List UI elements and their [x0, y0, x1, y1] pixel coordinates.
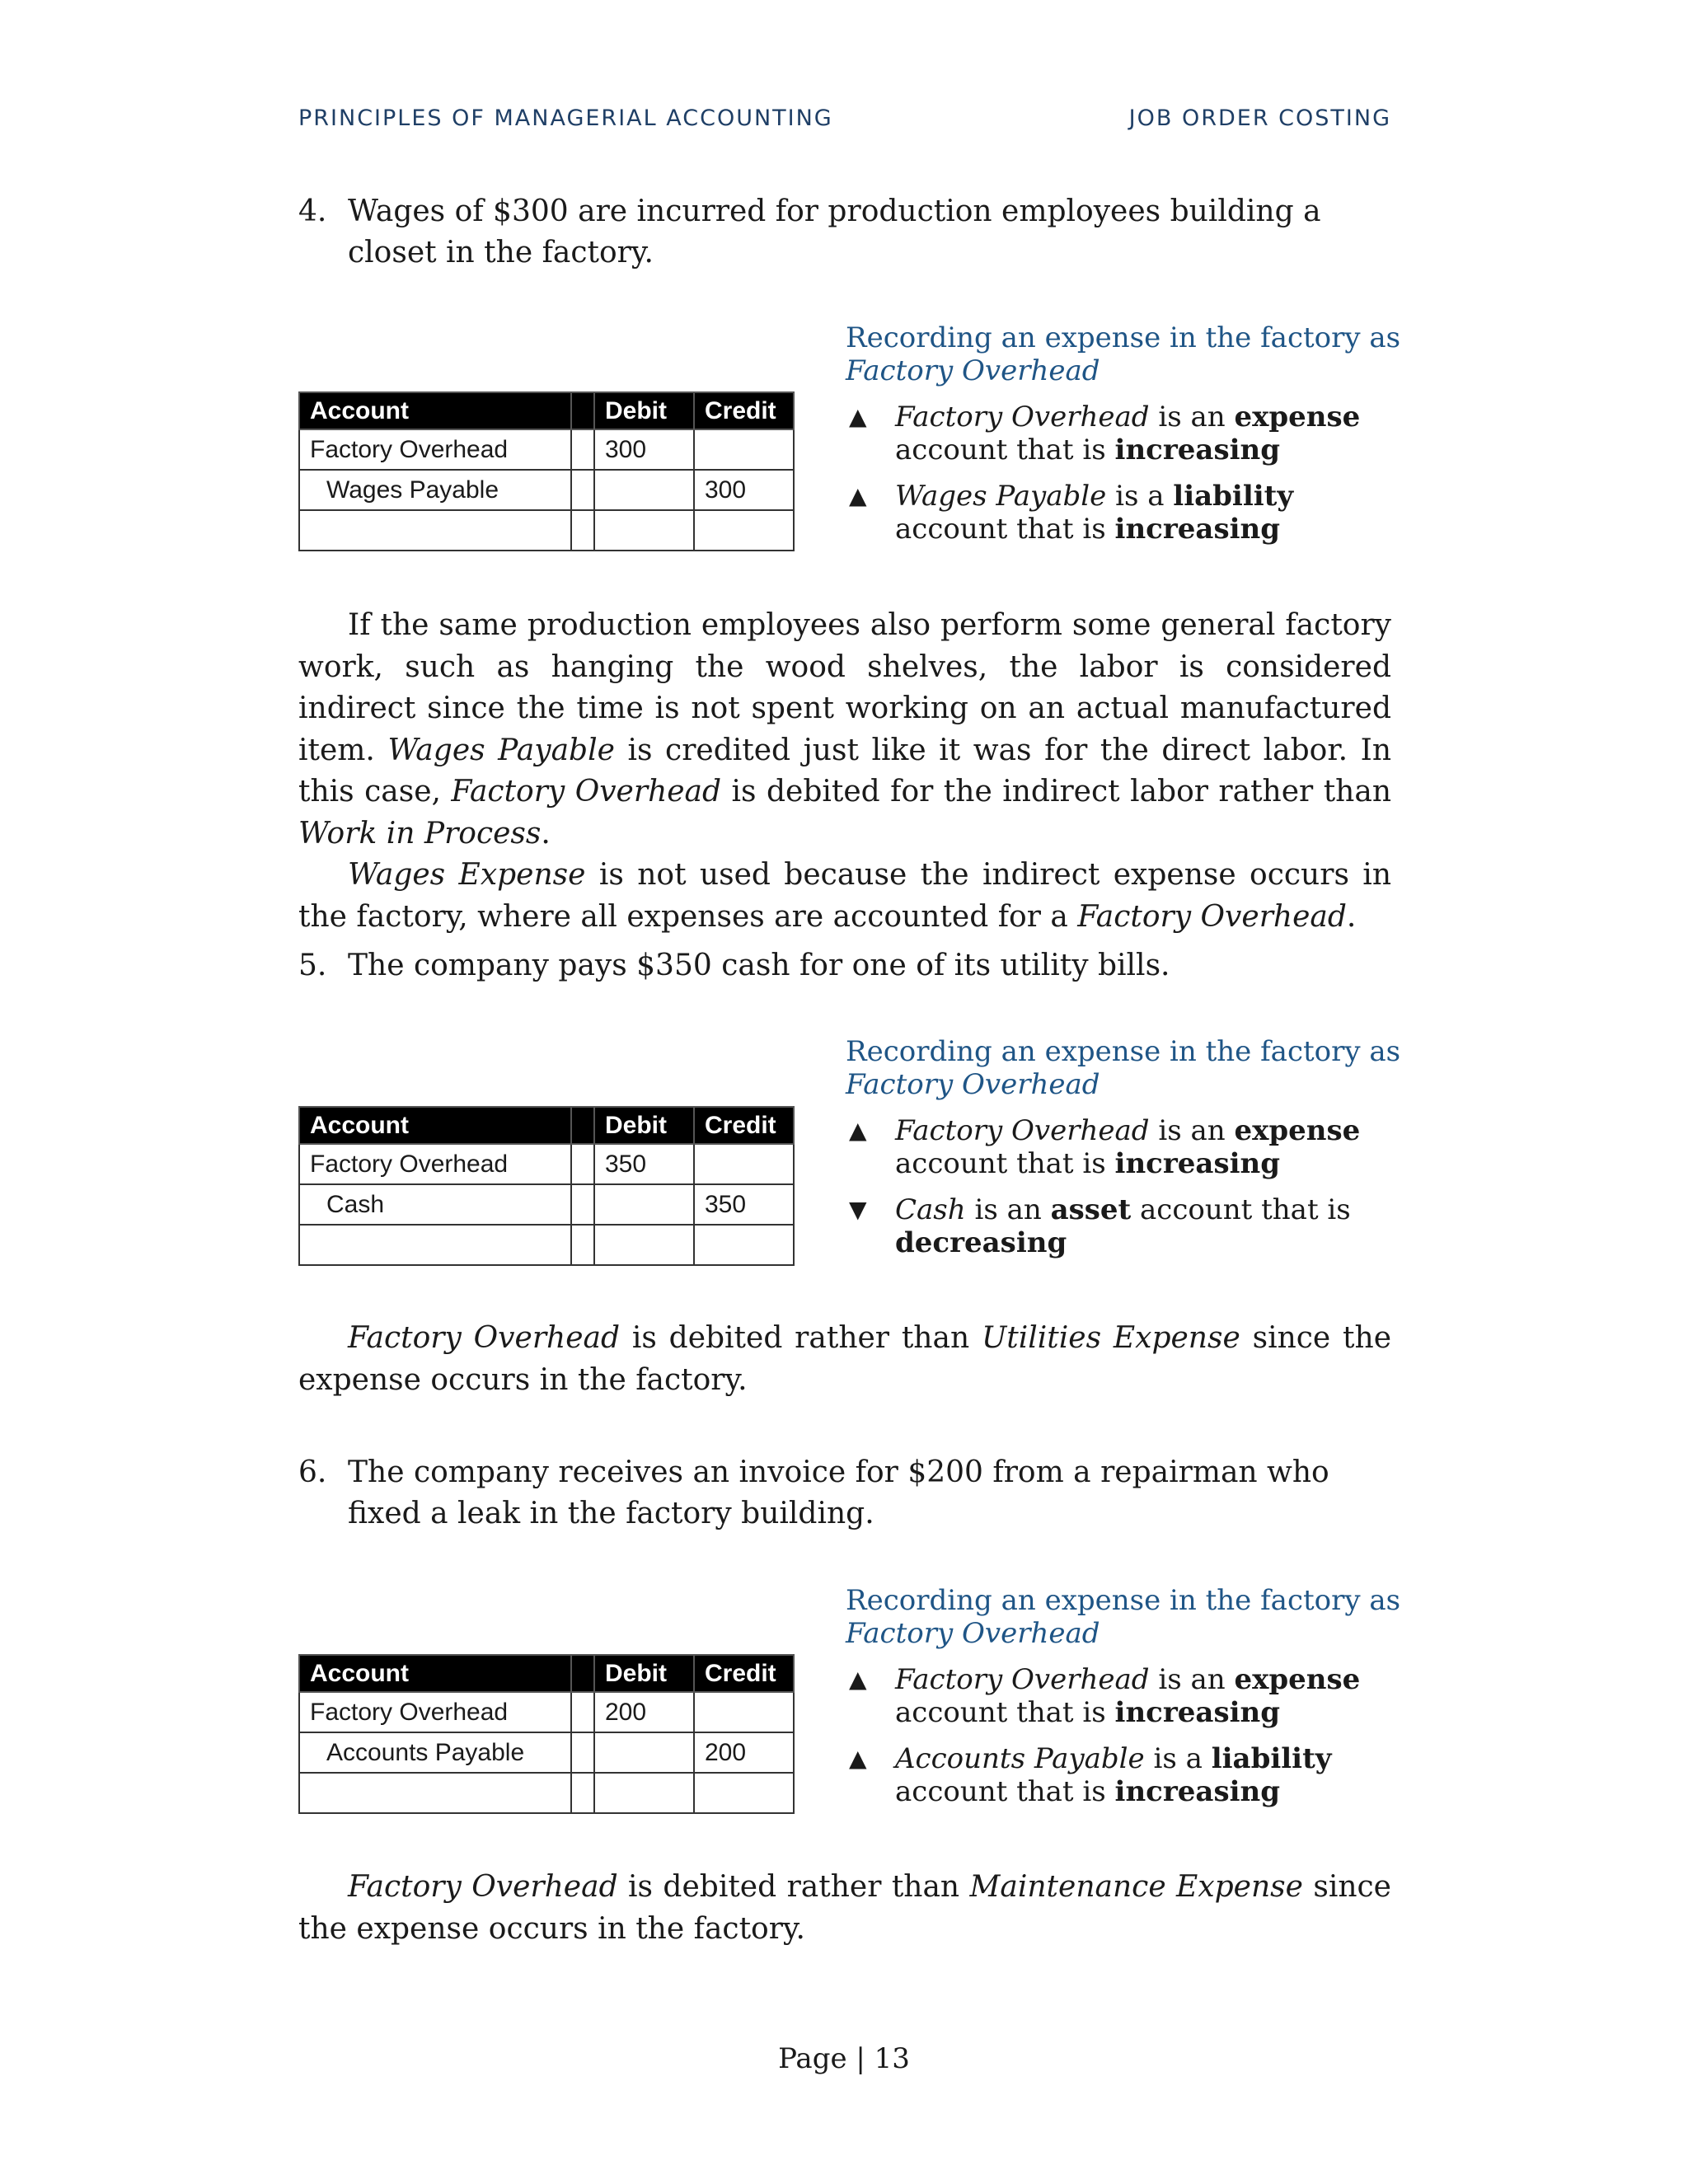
header-chapter-title: JOB ORDER COSTING: [1128, 105, 1391, 131]
explanation-note-3: [846, 1584, 1406, 1808]
debit-header: Debit: [594, 1655, 694, 1692]
arrow-up-icon: ▲: [849, 403, 867, 430]
account-header: Account: [299, 1107, 571, 1144]
list-item-4: [298, 191, 1391, 274]
explanation-note-1: [846, 321, 1406, 546]
body-paragraph-1: If the same production employees also perform some general factory work, such as hanging the wood shelves, the labor is considered indirect since the time is not spent working on an actual manufactured item. Wages Payable is credited just like it was for the direct labor. In this case, Factory Overhead is debited for the indirect labor rather than Work in Process. Wages Expense is not used because the indirect expense occurs in the factory, where all expenses are accounted for a Factory Overhead.: [298, 605, 1391, 938]
note-bullet: ▲ Wages Payable is a liability account that is increasing: [849, 480, 1294, 546]
item-number: 5.: [298, 949, 327, 982]
table-row: [299, 1144, 794, 1184]
debit-amount: 350: [594, 1144, 694, 1184]
credit-account: Wages Payable: [299, 470, 571, 510]
credit-account: Accounts Payable: [299, 1732, 571, 1773]
debit-account: Factory Overhead: [299, 1692, 571, 1732]
arrow-down-icon: ▼: [849, 1196, 867, 1223]
page-number: Page | 13: [778, 2042, 910, 2075]
table-header-row: [299, 1655, 794, 1692]
header-book-title: PRINCIPLES OF MANAGERIAL ACCOUNTING: [298, 105, 833, 131]
table-row: [299, 1184, 794, 1225]
arrow-up-icon: ▲: [849, 1745, 867, 1772]
debit-amount: 200: [594, 1692, 694, 1732]
credit-amount: 350: [694, 1184, 794, 1225]
credit-header: Credit: [694, 392, 794, 429]
table-row: [299, 1773, 794, 1813]
body-paragraph-4: Factory Overhead is debited rather than Maintenance Expense since the expense occurs in the factory.: [298, 1870, 1391, 1946]
table-row: [299, 510, 794, 551]
spacer-header: [571, 1107, 594, 1144]
debit-amount: 300: [594, 429, 694, 470]
item-text: The company receives an invoice for $200 from a repairman who fixed a leak in the factory building.: [348, 1455, 1329, 1530]
spacer-header: [571, 392, 594, 429]
arrow-up-icon: ▲: [849, 482, 867, 509]
body-paragraph-3: Factory Overhead is debited rather than Utilities Expense since the expense occurs in the factory.: [298, 1321, 1392, 1397]
note-bullet: ▲ Factory Overhead is an expense account that is increasing: [849, 401, 1361, 466]
item-number: 4.: [298, 194, 327, 228]
credit-account: Cash: [299, 1184, 571, 1225]
debit-header: Debit: [594, 1107, 694, 1144]
arrow-up-icon: ▲: [849, 1666, 867, 1693]
table-header-row: [299, 392, 794, 429]
journal-entry-table-2: [298, 1106, 795, 1266]
account-header: Account: [299, 1655, 571, 1692]
table-row: [299, 470, 794, 510]
note-title: Recording an expense in the factory as Factory Overhead: [846, 1035, 1401, 1101]
note-bullet: ▼ Cash is an asset account that is decreasing: [849, 1193, 1351, 1259]
explanation-note-2: [846, 1035, 1406, 1259]
credit-amount: 300: [694, 470, 794, 510]
body-paragraph-2: Wages Expense is not used because the indirect expense occurs in the factory, where all expenses are accounted for a Factory Overhead.: [298, 858, 1392, 934]
item-number: 6.: [298, 1455, 327, 1489]
table-header-row: [299, 1107, 794, 1144]
table-row: [299, 1692, 794, 1732]
debit-account: Factory Overhead: [299, 1144, 571, 1184]
note-bullet: ▲ Factory Overhead is an expense account that is increasing: [849, 1114, 1361, 1180]
item-text: The company pays $350 cash for one of its utility bills.: [348, 949, 1170, 982]
table-row: [299, 1225, 794, 1265]
table-row: [299, 429, 794, 470]
note-bullet: ▲ Factory Overhead is an expense account that is increasing: [849, 1663, 1361, 1729]
table-row: [299, 1732, 794, 1773]
list-item-5: [298, 945, 1391, 987]
list-item-6: [298, 1452, 1391, 1535]
note-bullet: ▲ Accounts Payable is a liability account that is increasing: [849, 1742, 1332, 1808]
item-text: Wages of $300 are incurred for production employees building a closet in the factory.: [348, 194, 1321, 269]
note-title: Recording an expense in the factory as Factory Overhead: [846, 1584, 1401, 1650]
debit-header: Debit: [594, 392, 694, 429]
credit-header: Credit: [694, 1107, 794, 1144]
spacer-header: [571, 1655, 594, 1692]
journal-entry-table-1: [298, 391, 795, 551]
note-title: Recording an expense in the factory as Factory Overhead: [846, 321, 1401, 387]
credit-header: Credit: [694, 1655, 794, 1692]
journal-entry-table-3: [298, 1654, 795, 1814]
running-header: [298, 105, 1391, 131]
credit-amount: 200: [694, 1732, 794, 1773]
debit-account: Factory Overhead: [299, 429, 571, 470]
account-header: Account: [299, 392, 571, 429]
arrow-up-icon: ▲: [849, 1117, 867, 1144]
